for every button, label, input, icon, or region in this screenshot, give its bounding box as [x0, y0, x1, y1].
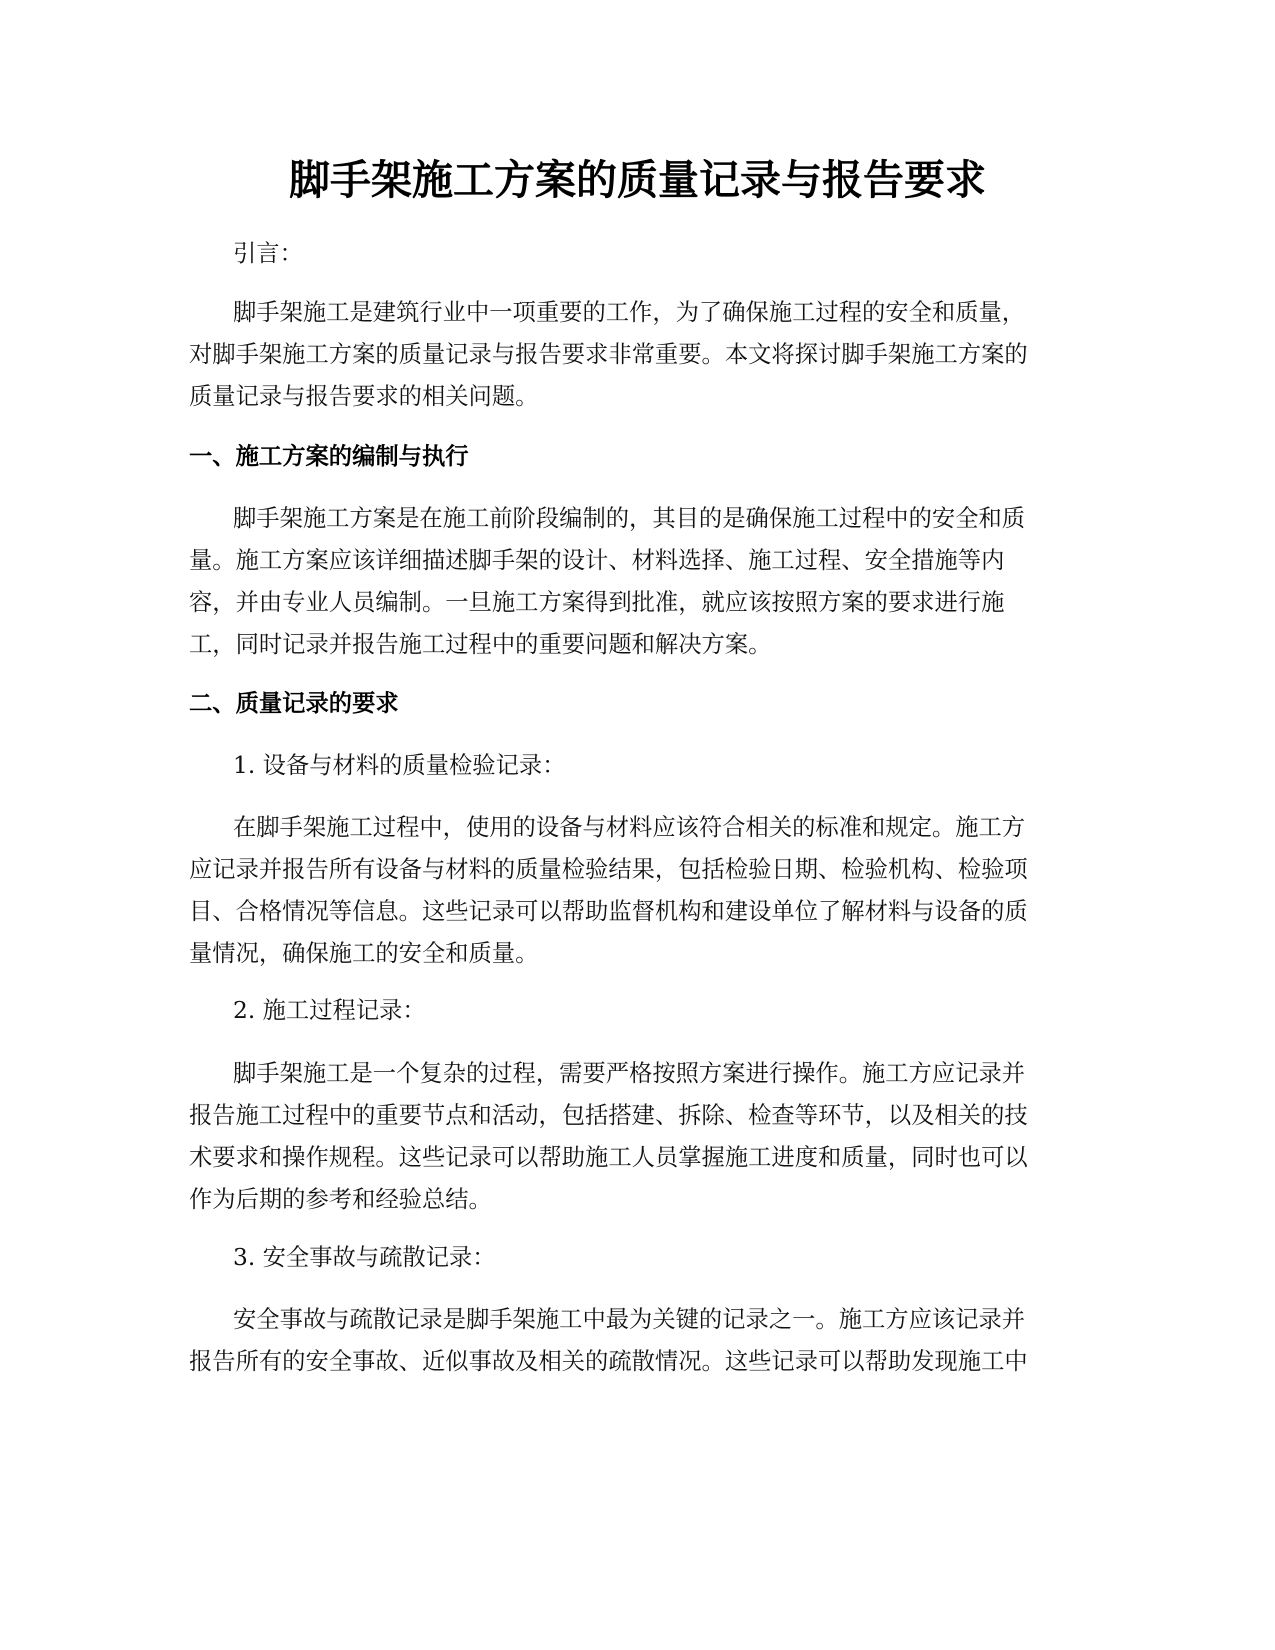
document-title: 脚手架施工方案的质量记录与报告要求	[289, 156, 986, 204]
intro-line: 对脚手架施工方案的质量记录与报告要求非常重要。本文将探讨脚手架施工方案的	[189, 341, 1028, 368]
item-1-line: 在脚手架施工过程中，使用的设备与材料应该符合相关的标准和规定。施工方	[233, 814, 1026, 841]
item-2-line: 术要求和操作规程。这些记录可以帮助施工人员掌握施工进度和质量，同时也可以	[189, 1144, 1028, 1171]
intro-line: 质量记录与报告要求的相关问题。	[189, 383, 539, 410]
item-2-line: 报告施工过程中的重要节点和活动，包括搭建、拆除、检查等环节，以及相关的技	[189, 1102, 1028, 1129]
item-1-line: 目、合格情况等信息。这些记录可以帮助监督机构和建设单位了解材料与设备的质	[189, 898, 1028, 925]
item-3-line: 安全事故与疏散记录是脚手架施工中最为关键的记录之一。施工方应该记录并	[233, 1306, 1026, 1333]
section-1-line: 容，并由专业人员编制。一旦施工方案得到批准，就应该按照方案的要求进行施	[189, 589, 1005, 616]
section-1-line: 工，同时记录并报告施工过程中的重要问题和解决方案。	[189, 631, 772, 658]
item-3-line: 报告所有的安全事故、近似事故及相关的疏散情况。这些记录可以帮助发现施工中	[189, 1348, 1028, 1375]
item-3-label: 3. 安全事故与疏散记录：	[233, 1244, 496, 1271]
section-1-heading: 一、施工方案的编制与执行	[189, 443, 469, 470]
item-1-paragraph	[189, 807, 1089, 975]
item-1-line: 量情况，确保施工的安全和质量。	[189, 940, 539, 967]
item-1-line: 应记录并报告所有设备与材料的质量检验结果，包括检验日期、检验机构、检验项	[189, 856, 1028, 883]
section-1-line: 脚手架施工方案是在施工前阶段编制的，其目的是确保施工过程中的安全和质	[233, 505, 1026, 532]
section-1-line: 量。施工方案应该详细描述脚手架的设计、材料选择、施工过程、安全措施等内	[189, 547, 1005, 574]
item-3-paragraph	[189, 1299, 1089, 1383]
item-2-line: 作为后期的参考和经验总结。	[189, 1186, 492, 1213]
item-1-label: 1. 设备与材料的质量检验记录：	[233, 752, 566, 779]
section-2-heading: 二、质量记录的要求	[189, 690, 399, 717]
intro-line: 脚手架施工是建筑行业中一项重要的工作，为了确保施工过程的安全和质量，	[233, 299, 1026, 326]
item-2-label: 2. 施工过程记录：	[233, 997, 426, 1024]
item-2-paragraph	[189, 1053, 1089, 1221]
intro-label: 引言：	[233, 240, 303, 267]
item-2-line: 脚手架施工是一个复杂的过程，需要严格按照方案进行操作。施工方应记录并	[233, 1060, 1026, 1087]
intro-paragraph	[189, 292, 1089, 418]
section-1-paragraph	[189, 498, 1089, 666]
